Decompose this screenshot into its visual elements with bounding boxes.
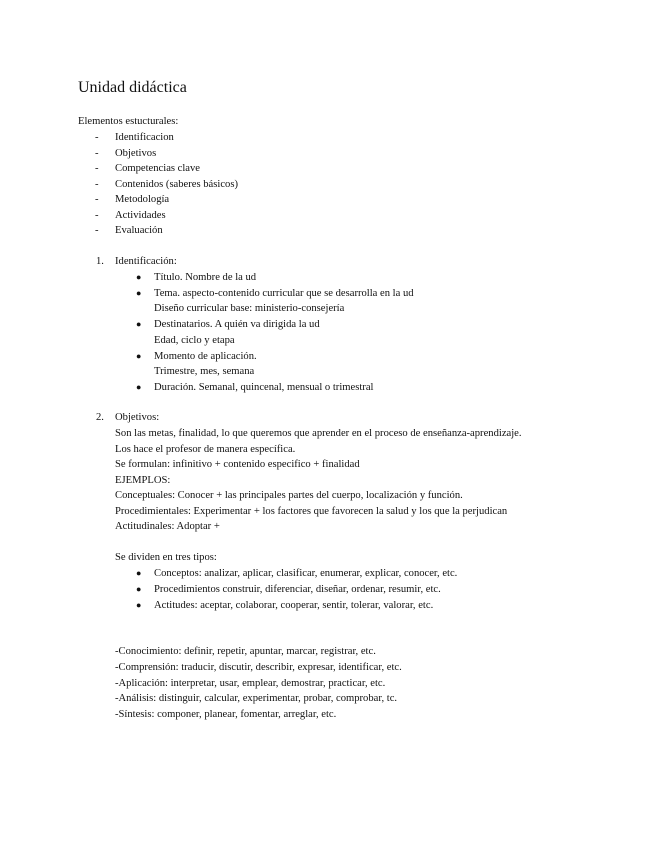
- types-intro: Se dividen en tres tipos:: [115, 552, 217, 563]
- level-line: -Síntesis: componer, planear, fomentar, arreglar, etc.: [115, 708, 337, 720]
- list-item: Identificacion: [115, 132, 174, 143]
- dash-marker: -: [95, 194, 99, 205]
- list-item: Título. Nombre de la ud: [154, 271, 257, 283]
- level-line: -Aplicación: interpretar, usar, emplear, demostrar, practicar, etc.: [115, 677, 386, 689]
- section-number: 1.: [96, 256, 104, 267]
- page-title: Unidad didáctica: [78, 79, 187, 96]
- bullet-marker: ●: [136, 381, 142, 392]
- level-line: -Análisis: distinguir, calcular, experimentar, probar, comprobar, tc.: [115, 693, 398, 704]
- section-number: 2.: [96, 412, 104, 423]
- dash-marker: -: [95, 209, 99, 221]
- bullet-marker: ●: [136, 584, 142, 594]
- bullet-marker: ●: [136, 271, 142, 282]
- dash-marker: -: [95, 163, 99, 174]
- list-item: Tema. aspecto-contenido curricular que se desarrolla en la ud: [154, 288, 414, 299]
- list-item: Objetivos: [115, 147, 157, 159]
- list-item: Evaluación: [115, 225, 163, 236]
- list-item: Actitudes: aceptar, colaborar, cooperar, sentir, tolerar, valorar, etc.: [154, 600, 434, 611]
- dash-marker: -: [95, 132, 99, 143]
- level-line: -Conocimiento: definir, repetir, apuntar, marcar, registrar, etc.: [115, 646, 376, 657]
- dash-marker: -: [95, 225, 99, 236]
- section-heading: Objetivos:: [115, 412, 160, 423]
- list-item: Contenidos (saberes básicos): [115, 178, 238, 190]
- level-line: -Comprensión: traducir, discutir, describir, expresar, identificar, etc.: [115, 662, 402, 673]
- paragraph-line: Se formulan: infinitivo + contenido especifico + finalidad: [115, 459, 360, 470]
- list-item: Momento de aplicación.: [154, 350, 257, 362]
- list-item: Procedimientos construir, diferenciar, diseñar, ordenar, resumir, etc.: [154, 584, 441, 595]
- list-item-continuation: Diseño curricular base: ministerio-consejería: [154, 303, 345, 314]
- paragraph-line: EJEMPLOS:: [115, 474, 171, 486]
- bullet-marker: ●: [136, 350, 142, 361]
- paragraph-line: Los hace el profesor de manera específica.: [115, 443, 296, 455]
- bullet-marker: ●: [136, 319, 142, 329]
- paragraph-line: Conceptuales: Conocer + las principales partes del cuerpo, localización y función.: [115, 490, 463, 501]
- list-item: Metodología: [115, 194, 170, 205]
- list-item: Competencias clave: [115, 163, 201, 174]
- paragraph-line: Son las metas, finalidad, lo que queremos que aprender en el proceso de enseñanza-aprendizaje.: [115, 428, 522, 439]
- dash-marker: -: [95, 147, 99, 159]
- list-item: Conceptos: analizar, aplicar, clasificar, enumerar, explicar, conocer, etc.: [154, 568, 458, 579]
- list-item: Duración. Semanal, quincenal, mensual o trimestral: [154, 381, 374, 393]
- list-item: Actividades: [115, 209, 166, 221]
- list-item-continuation: Trimestre, mes, semana: [154, 366, 255, 377]
- elements-heading: Elementos estucturales:: [78, 116, 179, 127]
- paragraph-line: Procedimientales: Experimentar + los factores que favorecen la salud y los que la perjudican: [115, 505, 508, 517]
- bullet-marker: ●: [136, 600, 142, 610]
- bullet-marker: ●: [136, 288, 142, 298]
- dash-marker: -: [95, 178, 99, 190]
- section-heading: Identificación:: [115, 256, 177, 267]
- paragraph-line: Actitudinales: Adoptar +: [115, 521, 220, 532]
- list-item-continuation: Edad, ciclo y etapa: [154, 334, 235, 346]
- list-item: Destinatarios. A quién va dirigida la ud: [154, 319, 320, 330]
- bullet-marker: ●: [136, 568, 142, 578]
